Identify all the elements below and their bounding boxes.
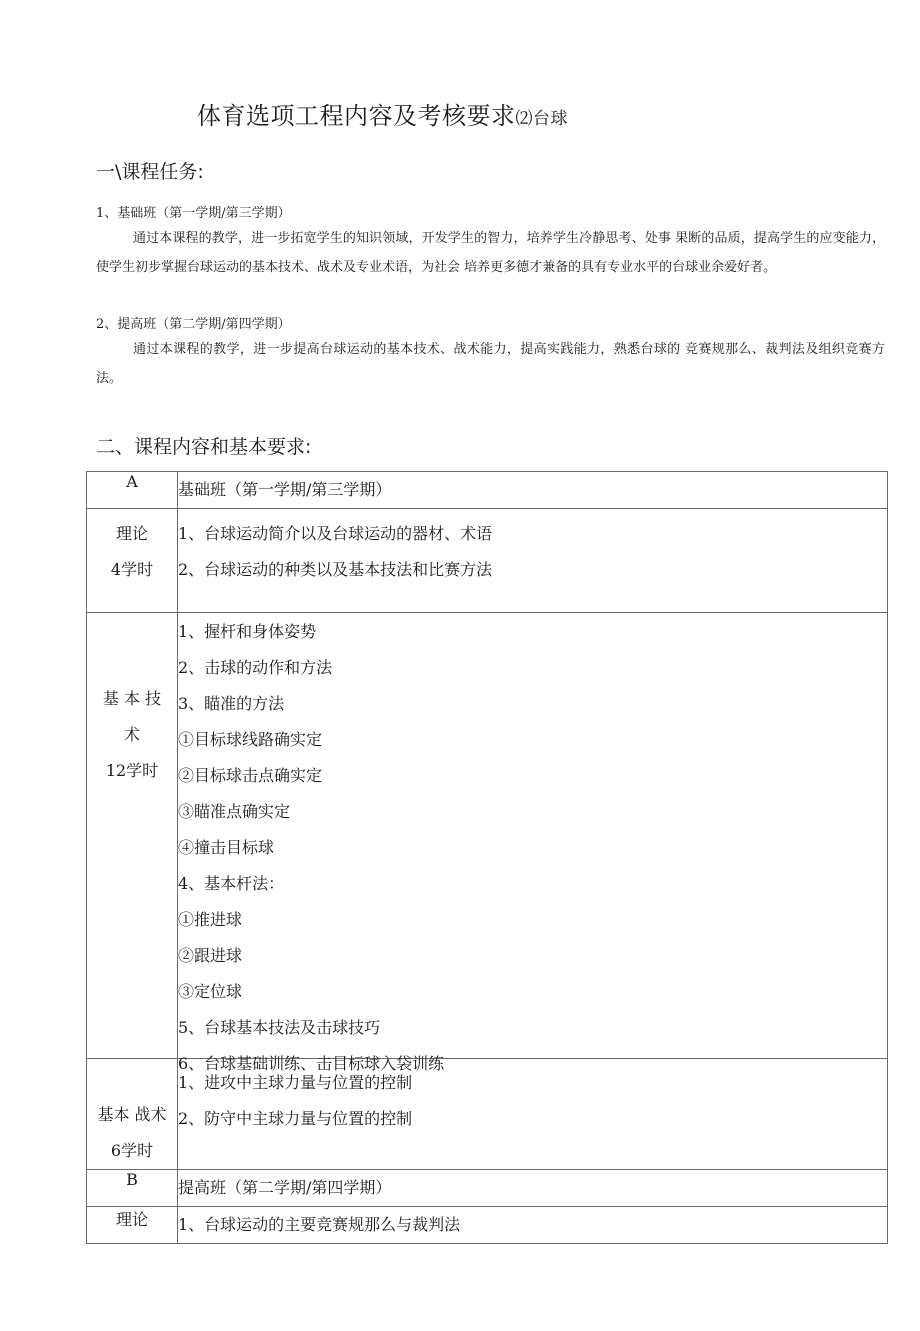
row-a-content: 基础班（第一学期/第三学期） — [178, 480, 392, 499]
theory-b-line: 1、台球运动的主要竞赛规那么与裁判法 — [178, 1215, 461, 1234]
content-table — [86, 471, 888, 1244]
technique-line: 6、台球基础训练、击目标球入袋训练 — [178, 1054, 445, 1073]
table-row-theory — [87, 509, 888, 613]
item1-body: 通过本课程的教学，进一步拓宽学生的知识领域，开发学生的智力，培养学生冷静思考、处事 果断的品质，提高学生的应变能力，使学生初步掌握台球运动的基本技术、战术及专业术语，为社会 培养更多德才兼备的具有专业水平的台球业余爱好者。 — [96, 231, 885, 275]
row-b-label: B — [87, 1170, 178, 1207]
table-row-technique — [87, 613, 888, 1059]
tactics-hours: 6学时 — [110, 1141, 154, 1160]
technique-line: 1、握杆和身体姿势 — [178, 622, 317, 641]
item2-head: 2、提高班（第二学期/第四学期） — [96, 317, 291, 332]
theory-line-1: 1、台球运动简介以及台球运动的器材、术语 — [178, 524, 493, 543]
section2-heading: 二、课程内容和基本要求: — [96, 436, 312, 458]
theory-hours: 4学时 — [110, 560, 154, 579]
technique-line: 5、台球基本技法及击球技巧 — [178, 1018, 381, 1037]
table-row-theory-b — [87, 1207, 888, 1244]
table-row-b — [87, 1170, 888, 1207]
section1-heading: 一\课程任务: — [96, 161, 204, 183]
theory-b-label: 理论 — [87, 1207, 178, 1244]
technique-line: 4、基本杆法： — [178, 874, 285, 893]
technique-hours: 12学时 — [105, 761, 159, 780]
page-title — [197, 96, 568, 131]
technique-label-2: 术 — [123, 725, 140, 744]
row-b-content: 提高班（第二学期/第四学期） — [178, 1178, 392, 1197]
technique-line: ①推进球 — [178, 910, 243, 929]
item2-body: 通过本课程的教学，进一步提高台球运动的基本技术、战术能力，提高实践能力，熟悉台球的 竞赛规那么、裁判法及组织竞赛方法。 — [96, 342, 885, 386]
theory-line-2: 2、台球运动的种类以及基本技法和比赛方法 — [178, 560, 493, 579]
theory-label: 理论 — [115, 524, 148, 543]
technique-line: ③定位球 — [178, 982, 243, 1001]
tactics-label: 基本 战术 — [97, 1105, 167, 1124]
title-sub: ⑵台球 — [515, 109, 568, 129]
technique-line: ②跟进球 — [178, 946, 243, 965]
technique-line: ②目标球击点确实定 — [178, 766, 323, 785]
tactics-line-1: 1、进攻中主球力量与位置的控制 — [178, 1073, 413, 1092]
title-main: 体育选项工程内容及考核要求 — [197, 102, 516, 130]
technique-line: 2、击球的动作和方法 — [178, 658, 333, 677]
technique-line: ①目标球线路确实定 — [178, 730, 323, 749]
row-a-label: A — [87, 472, 178, 509]
technique-line: ④撞击目标球 — [178, 838, 275, 857]
tactics-line-2: 2、防守中主球力量与位置的控制 — [178, 1109, 413, 1128]
technique-lines — [178, 613, 887, 1073]
item1-head: 1、基础班（第一学期/第三学期） — [96, 206, 291, 221]
technique-line: ③瞄准点确实定 — [178, 802, 291, 821]
table-row-a — [87, 472, 888, 509]
technique-label-1: 基 本 技 — [102, 689, 162, 708]
table-row-tactics — [87, 1059, 888, 1170]
technique-line: 3、瞄准的方法 — [178, 694, 285, 713]
